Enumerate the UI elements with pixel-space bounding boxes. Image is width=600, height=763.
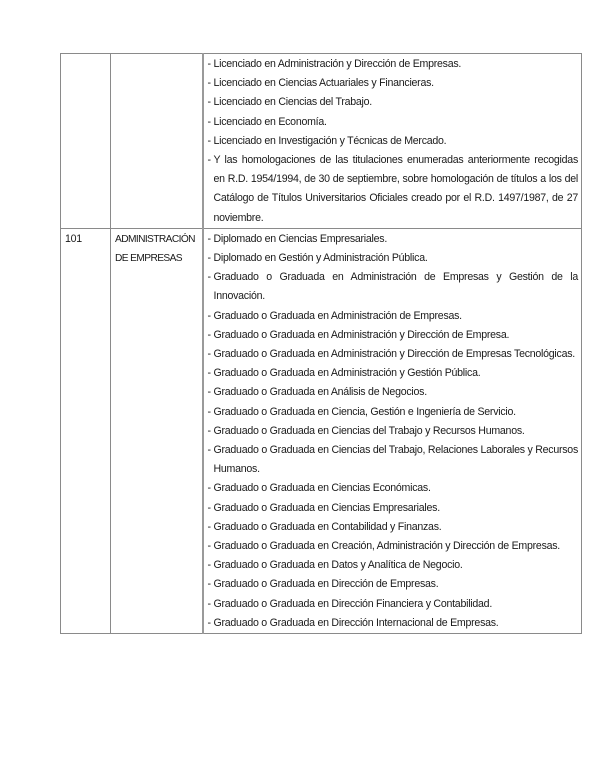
title-text: Graduado o Graduada en Ciencias Empresariales. (213, 501, 440, 514)
specialty-name: ADMINISTRACIÓN DE EMPRESAS (115, 233, 195, 265)
title-text: Graduado o Graduada en Datos y Analítica de Negocio. (213, 559, 463, 572)
title-text: Graduado o Graduada en Ciencia, Gestión e Ingeniería de Servicio. (213, 405, 516, 418)
bullet-dash: - (207, 501, 211, 514)
bullet-dash: - (207, 58, 211, 70)
title-item (208, 74, 579, 93)
bullet-dash: - (207, 134, 211, 147)
code-cell (61, 54, 111, 229)
bullet-dash: - (207, 578, 211, 591)
title-text: Graduado o Graduada en Administración y Dirección de Empresas Tecnológicas. (213, 348, 575, 361)
title-text: Graduado o Graduada en Dirección de Empresas. (213, 578, 439, 591)
title-text: Licenciado en Economía. (213, 115, 327, 128)
bullet-dash: - (207, 252, 211, 265)
table-body (61, 54, 582, 634)
title-text: Graduado o Graduada en Administración de Empresas y Gestión de la Innovación. (213, 271, 578, 303)
title-text: Graduado o Graduada en Administración y Dirección de Empresa. (213, 328, 510, 341)
table-row (61, 228, 582, 633)
title-item (208, 575, 579, 594)
title-item (208, 307, 579, 326)
title-text: Licenciado en Investigación y Técnicas de Mercado. (213, 134, 447, 147)
specialty-code: 101 (65, 232, 82, 245)
bullet-dash: - (207, 386, 211, 399)
bullet-dash: - (207, 154, 211, 167)
title-item (208, 93, 579, 112)
title-item (208, 479, 579, 498)
title-item (208, 326, 579, 345)
title-text: Graduado o Graduada en Ciencias del Trabajo, Relaciones Laborales y Recursos Humanos. (213, 444, 578, 476)
bullet-dash: - (207, 367, 211, 380)
title-text: Licenciado en Ciencias del Trabajo. (213, 96, 372, 109)
bullet-dash: - (207, 77, 211, 90)
bullet-dash: - (207, 309, 211, 322)
title-item (208, 113, 579, 132)
bullet-dash: - (207, 559, 211, 572)
titles-cell (203, 228, 582, 633)
title-item (208, 268, 579, 306)
title-text: Graduado o Graduada en Contabilidad y Finanzas. (213, 520, 442, 533)
title-text: Diplomado en Ciencias Empresariales. (213, 232, 388, 245)
table-row (61, 54, 582, 229)
title-text: Graduado o Graduada en Administración de Empresas. (213, 309, 462, 322)
titles-list (208, 230, 579, 633)
title-item (208, 422, 579, 441)
code-cell (61, 228, 111, 633)
title-item (208, 345, 579, 364)
bullet-dash: - (207, 540, 211, 553)
bullet-dash: - (207, 520, 211, 533)
degrees-table (60, 53, 582, 634)
title-item (208, 614, 579, 633)
title-text: Graduado o Graduada en Análisis de Negocios. (213, 386, 427, 399)
name-cell (111, 54, 203, 229)
title-item (208, 364, 579, 383)
title-text: Graduado o Graduada en Dirección Financiera y Contabilidad. (213, 597, 493, 610)
title-text: Graduado o Graduada en Dirección Internacional de Empresas. (213, 616, 499, 629)
title-item (208, 151, 579, 228)
title-item (208, 249, 579, 268)
title-text: Graduado o Graduada en Ciencias Económicas. (213, 482, 431, 495)
bullet-dash: - (207, 328, 211, 341)
title-item (208, 132, 579, 151)
bullet-dash: - (207, 597, 211, 610)
title-text: Licenciado en Administración y Dirección de Empresas. (213, 58, 462, 70)
bullet-dash: - (207, 482, 211, 495)
bullet-dash: - (207, 424, 211, 437)
title-item (208, 595, 579, 614)
title-text: Graduado o Graduada en Creación, Administración y Dirección de Empresas. (213, 540, 560, 553)
bullet-dash: - (207, 115, 211, 128)
title-text: Diplomado en Gestión y Administración Pública. (213, 252, 428, 265)
bullet-dash: - (207, 232, 211, 245)
title-text: Licenciado en Ciencias Actuariales y Financieras. (213, 77, 434, 90)
title-item (208, 441, 579, 479)
bullet-dash: - (207, 405, 211, 418)
bullet-dash: - (207, 348, 211, 361)
title-item (208, 518, 579, 537)
titles-cell (203, 54, 582, 229)
title-item (208, 230, 579, 249)
bullet-dash: - (207, 271, 211, 284)
title-item (208, 383, 579, 402)
title-item (208, 55, 579, 74)
bullet-dash: - (207, 444, 211, 457)
bullet-dash: - (207, 96, 211, 109)
title-item (208, 499, 579, 518)
title-item (208, 556, 579, 575)
title-item (208, 537, 579, 556)
bullet-dash: - (207, 616, 211, 629)
title-text: Graduado o Graduada en Ciencias del Trabajo y Recursos Humanos. (213, 424, 525, 437)
titles-list (208, 55, 579, 228)
name-cell (111, 228, 203, 633)
title-text: Graduado o Graduada en Administración y Gestión Pública. (213, 367, 481, 380)
title-item (208, 403, 579, 422)
title-text: Y las homologaciones de las titulaciones enumeradas anteriormente recogidas en R.D. 1954/1994, de 30 de septiembre, sobre homologación de títulos a los del Catálogo de Títulos Universitarios Oficiales creado por el R.D. 1497/1987, de 27 noviembre. (213, 154, 578, 224)
